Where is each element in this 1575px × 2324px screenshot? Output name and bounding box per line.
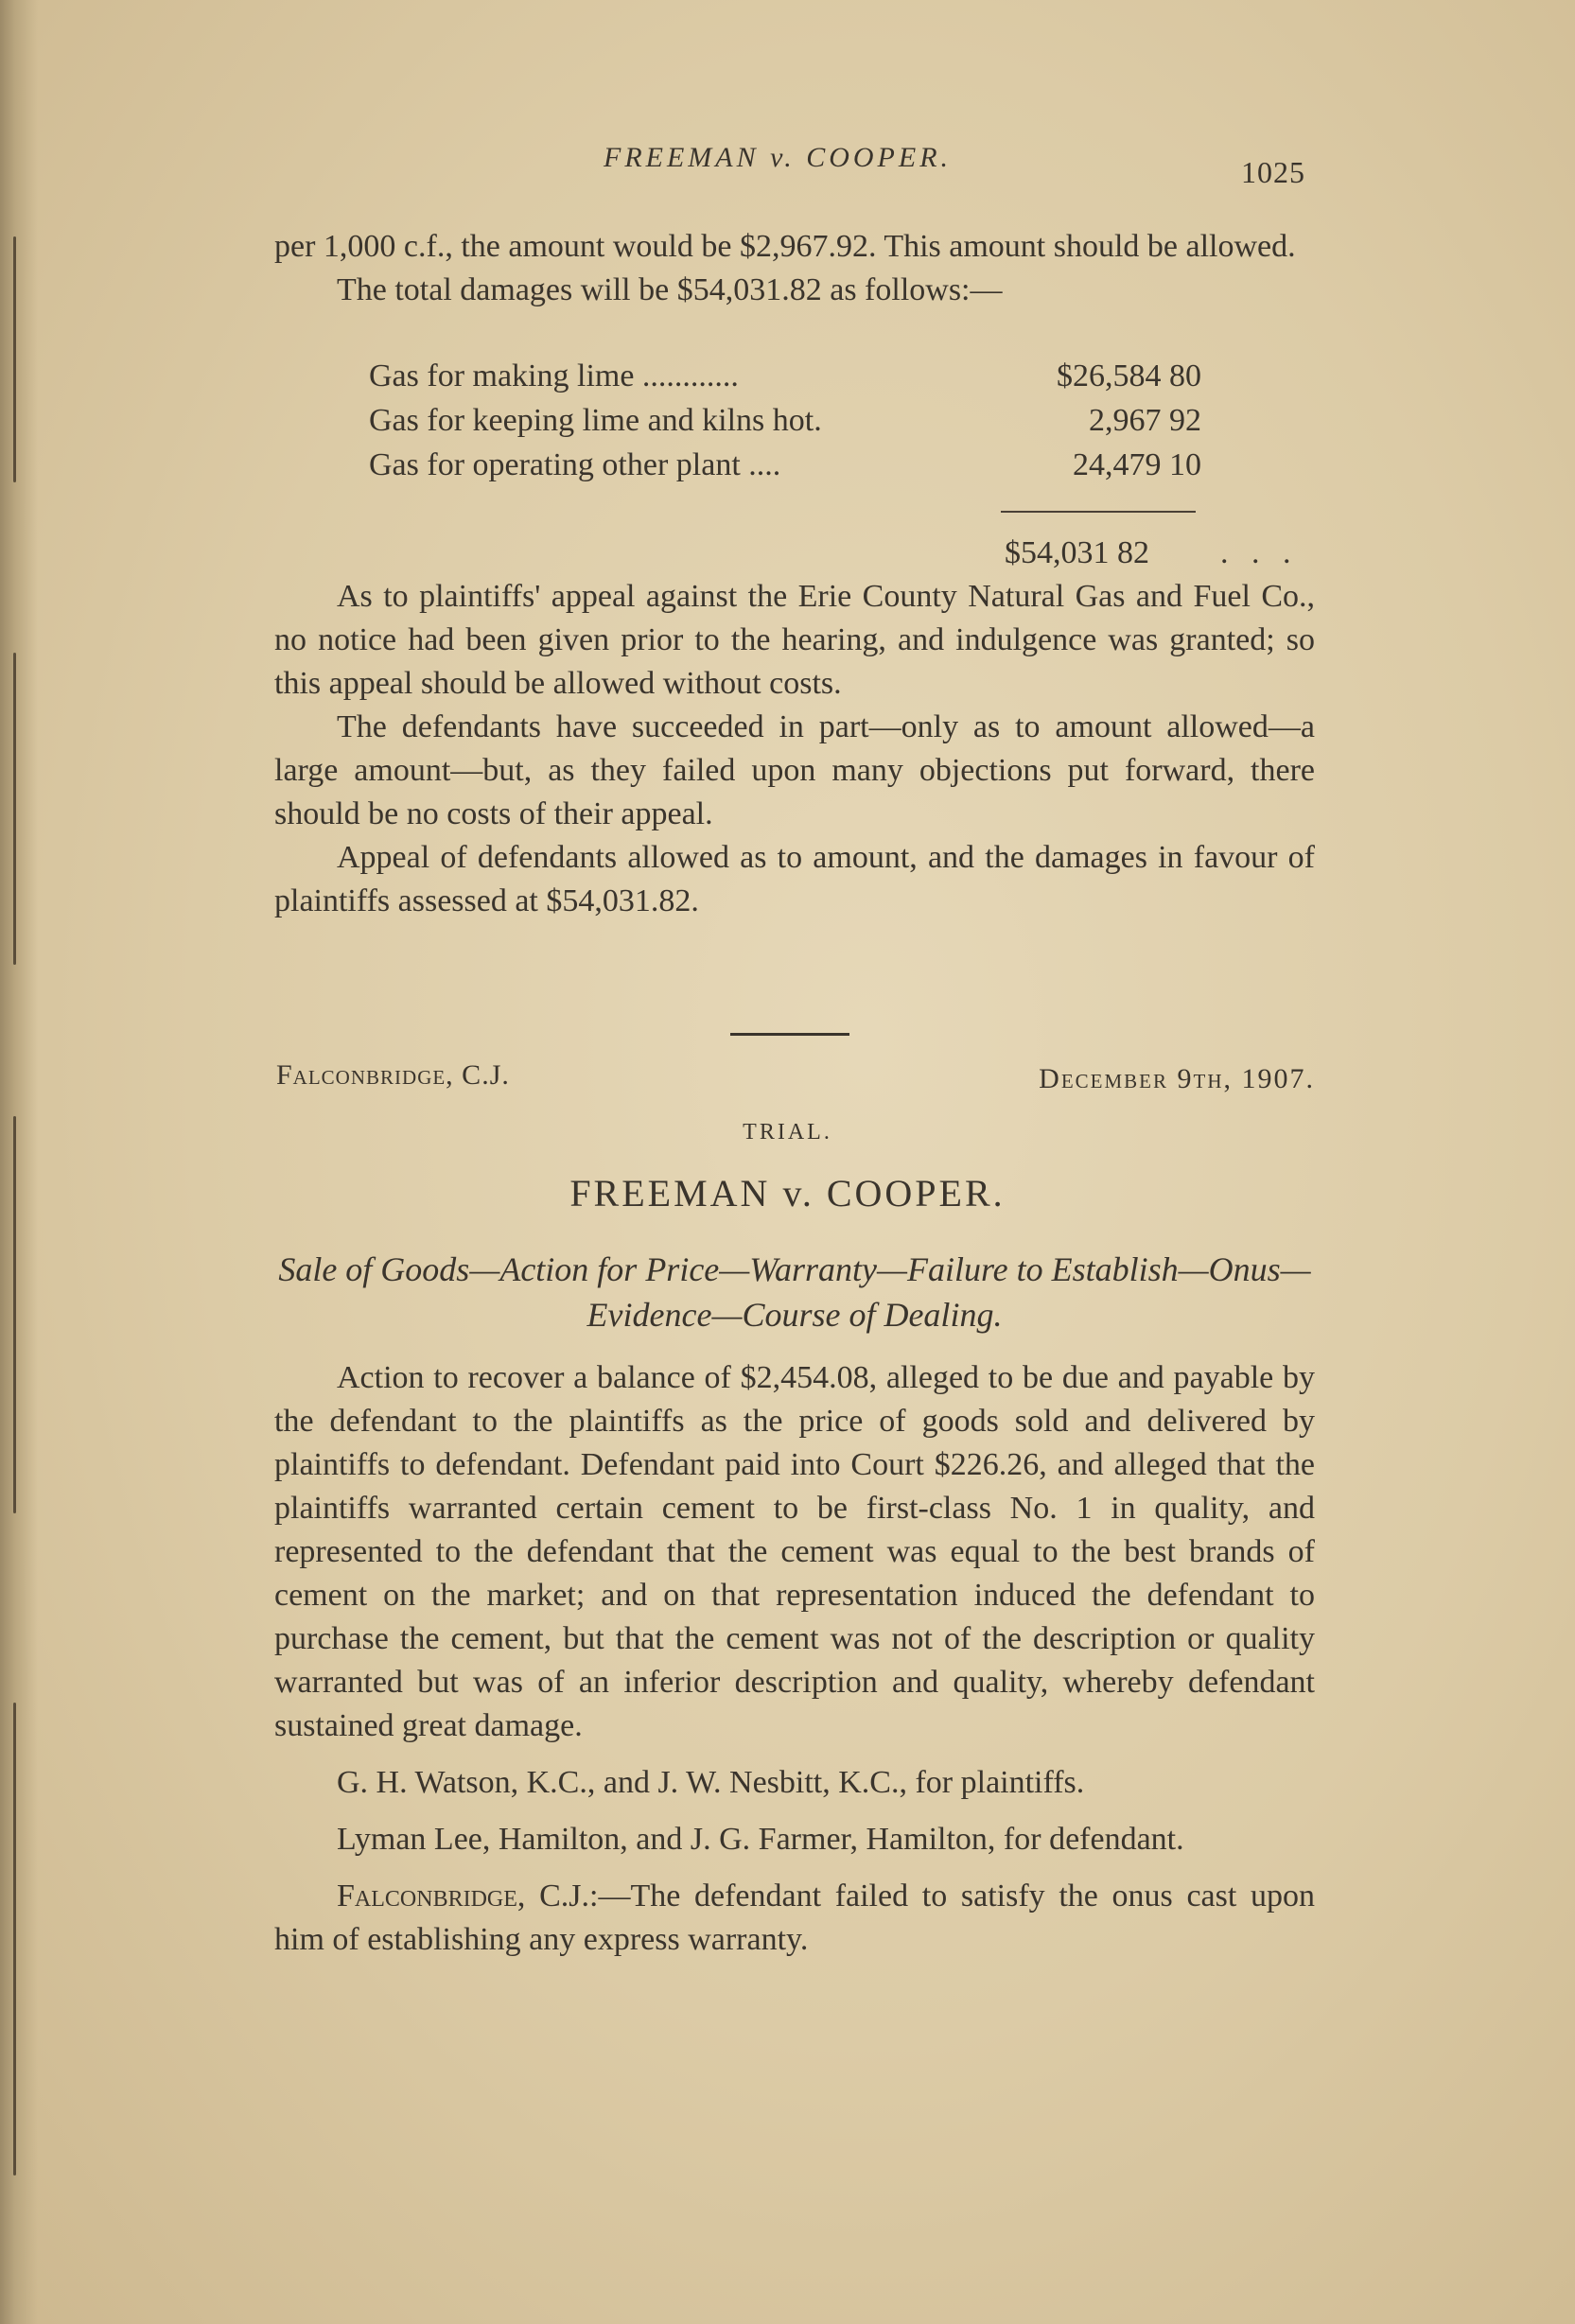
total-dots: . . .	[1220, 535, 1299, 570]
opening-text: per 1,000 c.f., the amount would be $2,967.92. This amount should be allowed.	[274, 229, 1296, 264]
decision-date: December 9th, 1907.	[1039, 1063, 1315, 1094]
damages-amount: 2,967 92	[1089, 403, 1201, 438]
page-gutter	[0, 0, 38, 2324]
judgment-paragraphs	[274, 575, 1315, 923]
paragraph: As to plaintiffs' appeal against the Erie County Natural Gas and Fuel Co., no notice had been given prior to the hearing, and indulgence was granted; so this appeal should be allowed without costs.	[274, 579, 1315, 701]
gutter-shadow-line	[13, 236, 16, 482]
judgment-opening	[274, 1875, 1315, 1962]
damages-amount: 24,479 10	[1073, 447, 1201, 482]
total-rule	[1001, 511, 1196, 513]
judgment-text: :—The defendant failed to satisfy the onus cast upon him of establishing any express warranty.	[274, 1878, 1315, 1957]
paragraph: Appeal of defendants allowed as to amount, and the damages in favour of plaintiffs assessed at $54,031.82.	[274, 840, 1315, 918]
judgment-judge: Falconbridge, C.J.	[337, 1878, 589, 1913]
section-divider	[730, 1033, 849, 1036]
counsel-plaintiffs: G. H. Watson, K.C., and J. W. Nesbitt, K.C., for plaintiffs.	[337, 1765, 1085, 1800]
case-body	[274, 1356, 1315, 1962]
counsel-defendant: Lyman Lee, Hamilton, and J. G. Farmer, Hamilton, for defendant.	[337, 1822, 1184, 1857]
page-number: 1025	[1241, 155, 1305, 189]
gutter-shadow-line	[13, 1703, 16, 2175]
damages-amount: $26,584 80	[1057, 358, 1201, 393]
page-header	[274, 142, 1305, 189]
running-head: FREEMAN v. COOPER.	[604, 142, 953, 173]
gutter-shadow-line	[13, 653, 16, 965]
damages-row	[369, 354, 1201, 398]
damages-label: Gas for keeping lime and kilns hot.	[369, 403, 822, 438]
paragraph: The defendants have succeeded in part—only as to amount allowed—a large amount—but, as they failed upon many objections put forward, there should be no costs of their appeal.	[274, 709, 1315, 831]
damages-row	[369, 443, 1201, 487]
damages-label: Gas for making lime ............	[369, 358, 739, 393]
judge-name: Falconbridge, C.J.	[276, 1059, 510, 1091]
damages-total: $54,031 82	[1005, 535, 1149, 570]
trial-label: TRIAL.	[743, 1120, 832, 1145]
headnote: Sale of Goods—Action for Price—Warranty—Failure to Establish—Onus—Evidence—Course of Dealing.	[278, 1250, 1311, 1334]
opening-block	[274, 225, 1315, 312]
damages-label: Gas for operating other plant ....	[369, 447, 781, 482]
total-damages-line: The total damages will be $54,031.82 as follows:—	[337, 272, 1003, 307]
statement-of-action: Action to recover a balance of $2,454.08, alleged to be due and payable by the defendant to the plaintiffs as the price of goods sold and delivered by plaintiffs to defendant. Defendant paid into Court $226.26, and alleged that the plaintiffs warranted certain cement to be first-class No. 1 in quality, and represented to the defendant that the cement was equal to the best brands of cement on the market; and on that representation induced the defendant to purchase the cement, but that the cement was not of the description or quality warranted but was of an inferior description and quality, whereby defendant sustained great damage.	[274, 1360, 1315, 1743]
damages-table	[369, 354, 1201, 487]
damages-row	[369, 398, 1201, 443]
case-title: FREEMAN v. COOPER.	[569, 1172, 1006, 1214]
